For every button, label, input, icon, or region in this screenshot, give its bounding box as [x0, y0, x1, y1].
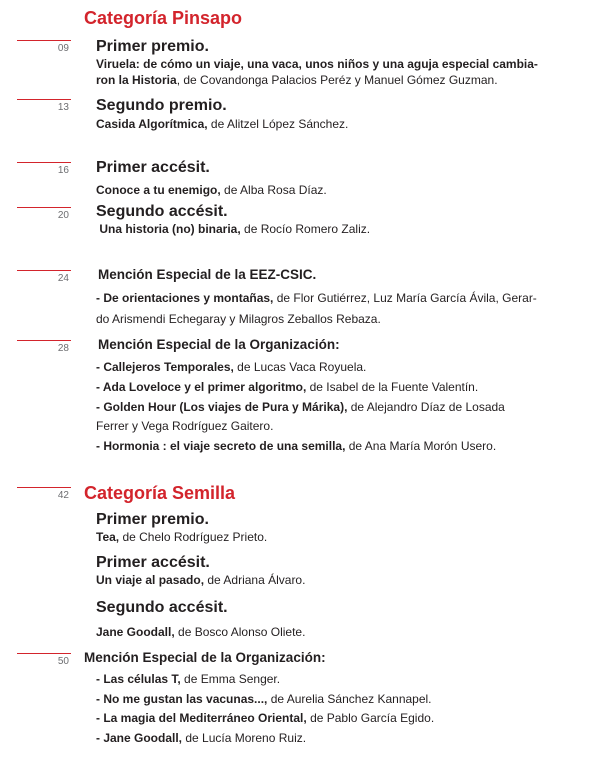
entry-title: - De orientaciones y montañas, — [96, 291, 274, 305]
award-heading: Primer accésit. — [96, 554, 210, 571]
award-heading: Segundo accésit. — [96, 203, 228, 220]
entry-title: Una historia (no) binaria, — [96, 222, 241, 236]
entry-authors: Ferrer y Vega Rodríguez Gaitero. — [96, 419, 274, 433]
entry-title: - Golden Hour (Los viajes de Pura y Márika), — [96, 400, 348, 414]
page-marker — [17, 340, 71, 355]
entry-authors: de Rocío Romero Zaliz. — [240, 222, 371, 236]
list-item — [96, 711, 434, 726]
list-item — [96, 419, 273, 434]
category-pinsapo-title: Categoría Pinsapo — [84, 8, 243, 28]
list-item — [96, 380, 478, 395]
page-marker — [17, 207, 71, 222]
entry-authors: de Alba Rosa Díaz. — [220, 183, 327, 197]
page-number: 50 — [57, 656, 69, 667]
entry-authors: de Emma Senger. — [180, 672, 281, 686]
list-item — [96, 672, 280, 687]
entry-authors: de Alejandro Díaz de Losada — [347, 400, 505, 414]
entry-title: Un viaje al pasado, — [96, 573, 205, 587]
entry-line — [96, 530, 267, 545]
list-item — [96, 692, 432, 707]
list-item — [96, 360, 366, 375]
page-number: 20 — [57, 210, 69, 221]
page-number: 24 — [57, 273, 69, 284]
page-number: 09 — [57, 43, 69, 54]
entry-authors: de Pablo García Egido. — [306, 711, 435, 725]
entry-line — [96, 183, 327, 198]
entry-line — [96, 73, 498, 88]
entry-line — [96, 312, 381, 327]
entry-title: - No me gustan las vacunas..., — [96, 692, 268, 706]
award-heading: Segundo premio. — [96, 97, 227, 114]
entry-title: - Callejeros Temporales, — [96, 360, 234, 374]
entry-authors: de Adriana Álvaro. — [204, 573, 306, 587]
entry-line — [96, 117, 348, 132]
page-number: 13 — [57, 102, 69, 113]
entry-line — [96, 573, 305, 588]
entry-title: Casida Algorítmica, — [96, 117, 208, 131]
entry-line — [96, 57, 538, 72]
entry-title: Jane Goodall, — [96, 625, 175, 639]
page-number: 28 — [57, 343, 69, 354]
page-marker — [17, 487, 71, 502]
entry-authors: de Isabel de la Fuente Valentín. — [306, 380, 479, 394]
page-marker — [17, 270, 71, 285]
entry-line — [96, 291, 537, 306]
entry-line — [96, 625, 305, 640]
entry-authors: de Bosco Alonso Oliete. — [174, 625, 306, 639]
entry-title: Viruela: de cómo un viaje, una vaca, unos niños y una aguja especial cambia- — [96, 57, 538, 71]
entry-authors: de Chelo Rodríguez Prieto. — [119, 530, 268, 544]
entry-authors: de Flor Gutiérrez, Luz María García Ávila, Gerar- — [273, 291, 537, 305]
entry-title: - Las células T, — [96, 672, 181, 686]
entry-authors: de Lucas Vaca Royuela. — [233, 360, 367, 374]
entry-title: Conoce a tu enemigo, — [96, 183, 221, 197]
award-heading: Segundo accésit. — [96, 599, 228, 616]
list-item — [96, 400, 505, 415]
award-heading: Mención Especial de la EEZ-CSIC. — [98, 267, 317, 282]
page-marker — [17, 99, 71, 114]
entry-authors: de Ana María Morón Usero. — [345, 439, 497, 453]
page-marker — [17, 162, 71, 177]
entry-title: ron la Historia — [96, 73, 177, 87]
category-semilla-title: Categoría Semilla — [84, 483, 236, 503]
entry-title: - Jane Goodall, — [96, 731, 183, 745]
award-heading: Primer premio. — [96, 511, 209, 528]
entry-authors: de Lucía Moreno Ruiz. — [182, 731, 307, 745]
entry-title: - La magia del Mediterráneo Oriental, — [96, 711, 307, 725]
page-number: 42 — [57, 490, 69, 501]
entry-title: - Ada Loveloce y el primer algoritmo, — [96, 380, 307, 394]
page-number: 16 — [57, 165, 69, 176]
award-heading: Mención Especial de la Organización: — [98, 337, 340, 352]
entry-title: - Hormonia : el viaje secreto de una semilla, — [96, 439, 346, 453]
page-marker — [17, 653, 71, 668]
entry-line — [96, 222, 370, 237]
page-marker — [17, 40, 71, 55]
entry-title: Tea, — [96, 530, 120, 544]
award-heading: Primer premio. — [96, 38, 209, 55]
entry-authors: de Alitzel López Sánchez. — [207, 117, 349, 131]
list-item — [96, 439, 496, 454]
entry-authors: , de Covandonga Palacios Peréz y Manuel Gómez Guzman. — [176, 73, 498, 87]
list-item — [96, 731, 306, 746]
entry-authors: do Arismendi Echegaray y Milagros Zeballos Rebaza. — [96, 312, 381, 326]
award-heading: Mención Especial de la Organización: — [84, 650, 326, 665]
award-heading: Primer accésit. — [96, 159, 210, 176]
entry-authors: de Aurelia Sánchez Kannapel. — [267, 692, 432, 706]
